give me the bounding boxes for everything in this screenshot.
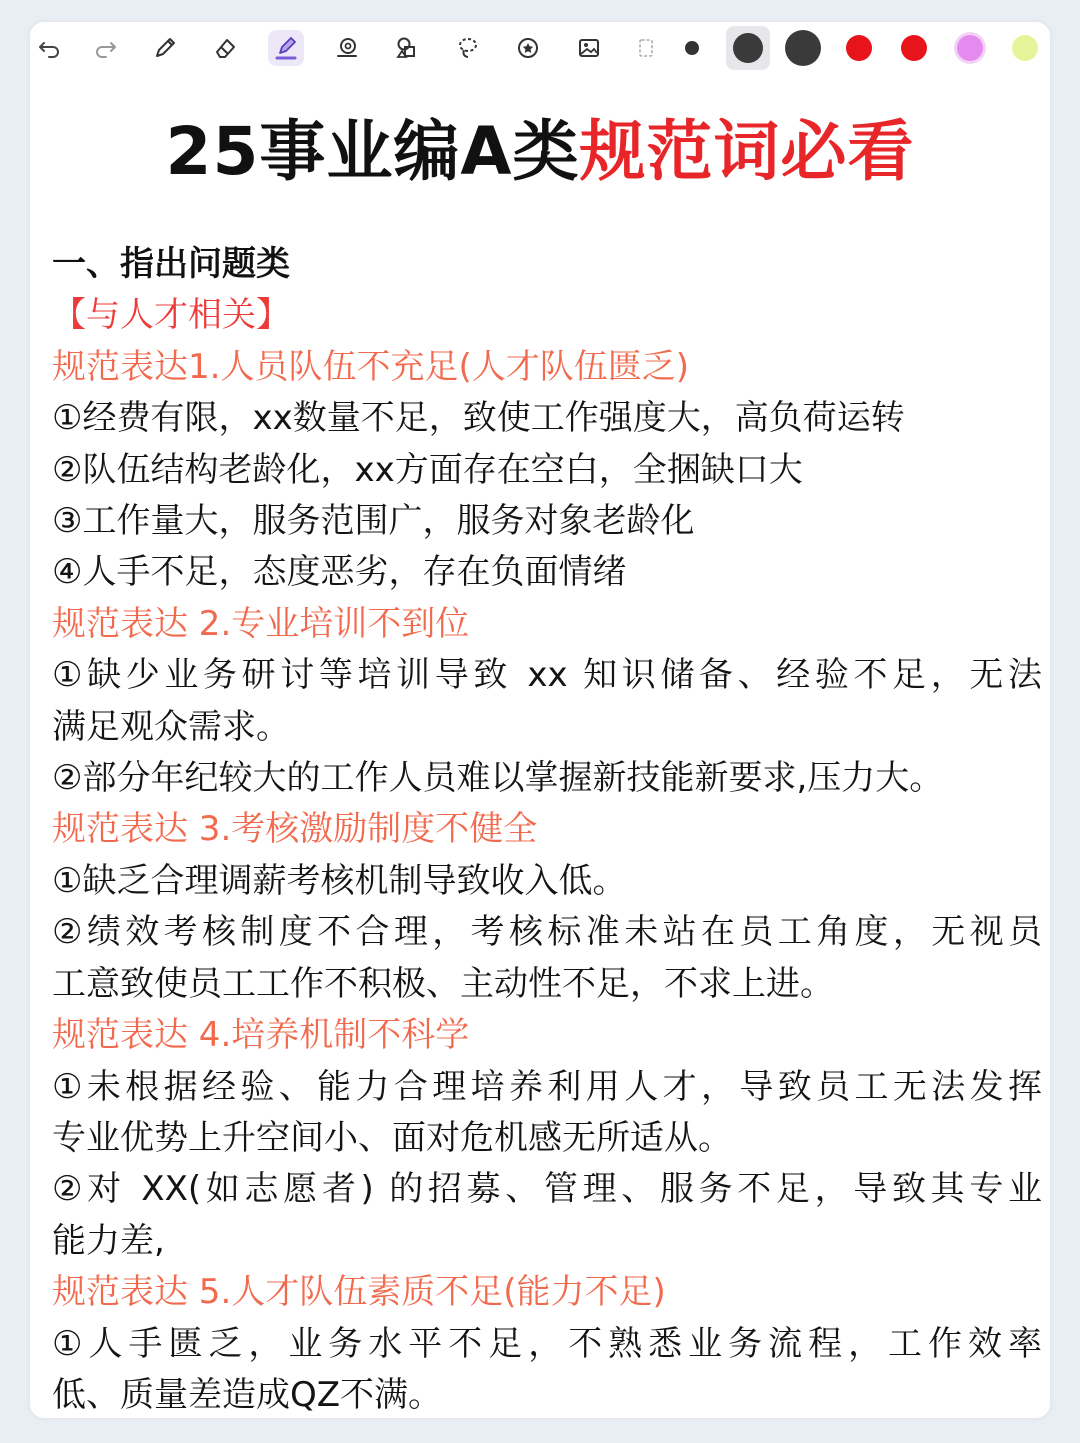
text-line: ②队伍结构老龄化，xx方面存在空白，全捆缺口大 xyxy=(52,449,803,490)
pen-color-red-2[interactable] xyxy=(896,30,932,66)
text-line: ①经费有限，xx数量不足，致使工作强度大，高负荷运转 xyxy=(52,398,905,439)
text-line: 满足观众需求。 xyxy=(52,706,290,747)
text-line: ②部分年纪较大的工作人员难以掌握新技能新要求,压力大。 xyxy=(52,758,944,799)
highlighter-icon[interactable] xyxy=(268,30,304,66)
lasso-icon[interactable] xyxy=(450,30,486,66)
expression-heading: 规范表达 3.考核激励制度不健全 xyxy=(52,809,538,850)
color-dot-small xyxy=(685,41,699,55)
undo-icon[interactable] xyxy=(32,30,68,66)
text-line: 专业优势上升空间小、面对危机感无所适从。 xyxy=(52,1117,732,1158)
text-line: 低、质量差造成QZ不满。 xyxy=(52,1374,443,1415)
color-dot-medium xyxy=(733,33,763,63)
color-dot-red xyxy=(846,35,872,61)
text-line: ①缺乏合理调薪考核机制导致收入低。 xyxy=(52,860,627,901)
text-line: ②绩效考核制度不合理，考核标准未站在员工角度，无视员 xyxy=(52,912,1042,953)
text-line: ②对 XX(如志愿者) 的招募、管理、服务不足，导致其专业 xyxy=(52,1169,1042,1210)
text-line: ①人手匮乏，业务水平不足，不熟悉业务流程，工作效率 xyxy=(52,1323,1042,1364)
expression-heading: 规范表达 4.培养机制不科学 xyxy=(52,1015,470,1056)
title-part-red: 规范词必看 xyxy=(579,113,915,190)
expression-heading: 规范表达1.人员队伍不充足(人才队伍匮乏) xyxy=(52,346,689,387)
text-line: 能力差, xyxy=(52,1220,165,1261)
text-line: ④人手不足，态度恶劣，存在负面情绪 xyxy=(52,552,627,593)
pen-icon[interactable] xyxy=(147,30,183,66)
shapes-icon[interactable] xyxy=(389,30,425,66)
redo-icon[interactable] xyxy=(87,30,123,66)
color-dot-red xyxy=(901,35,927,61)
title-part-black: 25事业编A类 xyxy=(165,113,580,190)
expression-heading: 规范表达 2.专业培训不到位 xyxy=(52,603,470,644)
note-page xyxy=(30,22,1050,1418)
color-dot-lime xyxy=(1012,35,1038,61)
pen-color-red-1[interactable] xyxy=(841,30,877,66)
color-dot-large xyxy=(785,30,821,66)
expression-heading: 规范表达 5.人才队伍素质不足(能力不足) xyxy=(52,1272,666,1313)
sticker-icon[interactable] xyxy=(510,30,546,66)
pen-color-pink[interactable] xyxy=(952,30,988,66)
text-line: 工意致使员工工作不积极、主动性不足，不求上进。 xyxy=(52,963,834,1004)
pen-size-large[interactable] xyxy=(785,30,821,66)
note-content xyxy=(52,239,1042,1418)
pen-color-lime[interactable] xyxy=(1007,30,1043,66)
shape-recognition-icon[interactable] xyxy=(329,30,365,66)
page-title xyxy=(30,110,1050,194)
section-heading: 一、指出问题类 xyxy=(52,244,290,284)
text-box-icon[interactable] xyxy=(628,30,664,66)
text-line: ①缺少业务研讨等培训导致 xx 知识储备、经验不足，无法 xyxy=(52,655,1042,696)
pen-size-small[interactable] xyxy=(674,30,710,66)
color-dot-pink xyxy=(957,35,983,61)
eraser-icon[interactable] xyxy=(207,30,243,66)
category-label: 【与人才相关】 xyxy=(52,295,290,336)
pen-size-medium[interactable] xyxy=(730,30,766,66)
drawing-toolbar xyxy=(30,22,1050,74)
image-icon[interactable] xyxy=(571,30,607,66)
text-line: ③工作量大，服务范围广，服务对象老龄化 xyxy=(52,501,695,542)
text-line: ①未根据经验、能力合理培养利用人才，导致员工无法发挥 xyxy=(52,1066,1042,1107)
